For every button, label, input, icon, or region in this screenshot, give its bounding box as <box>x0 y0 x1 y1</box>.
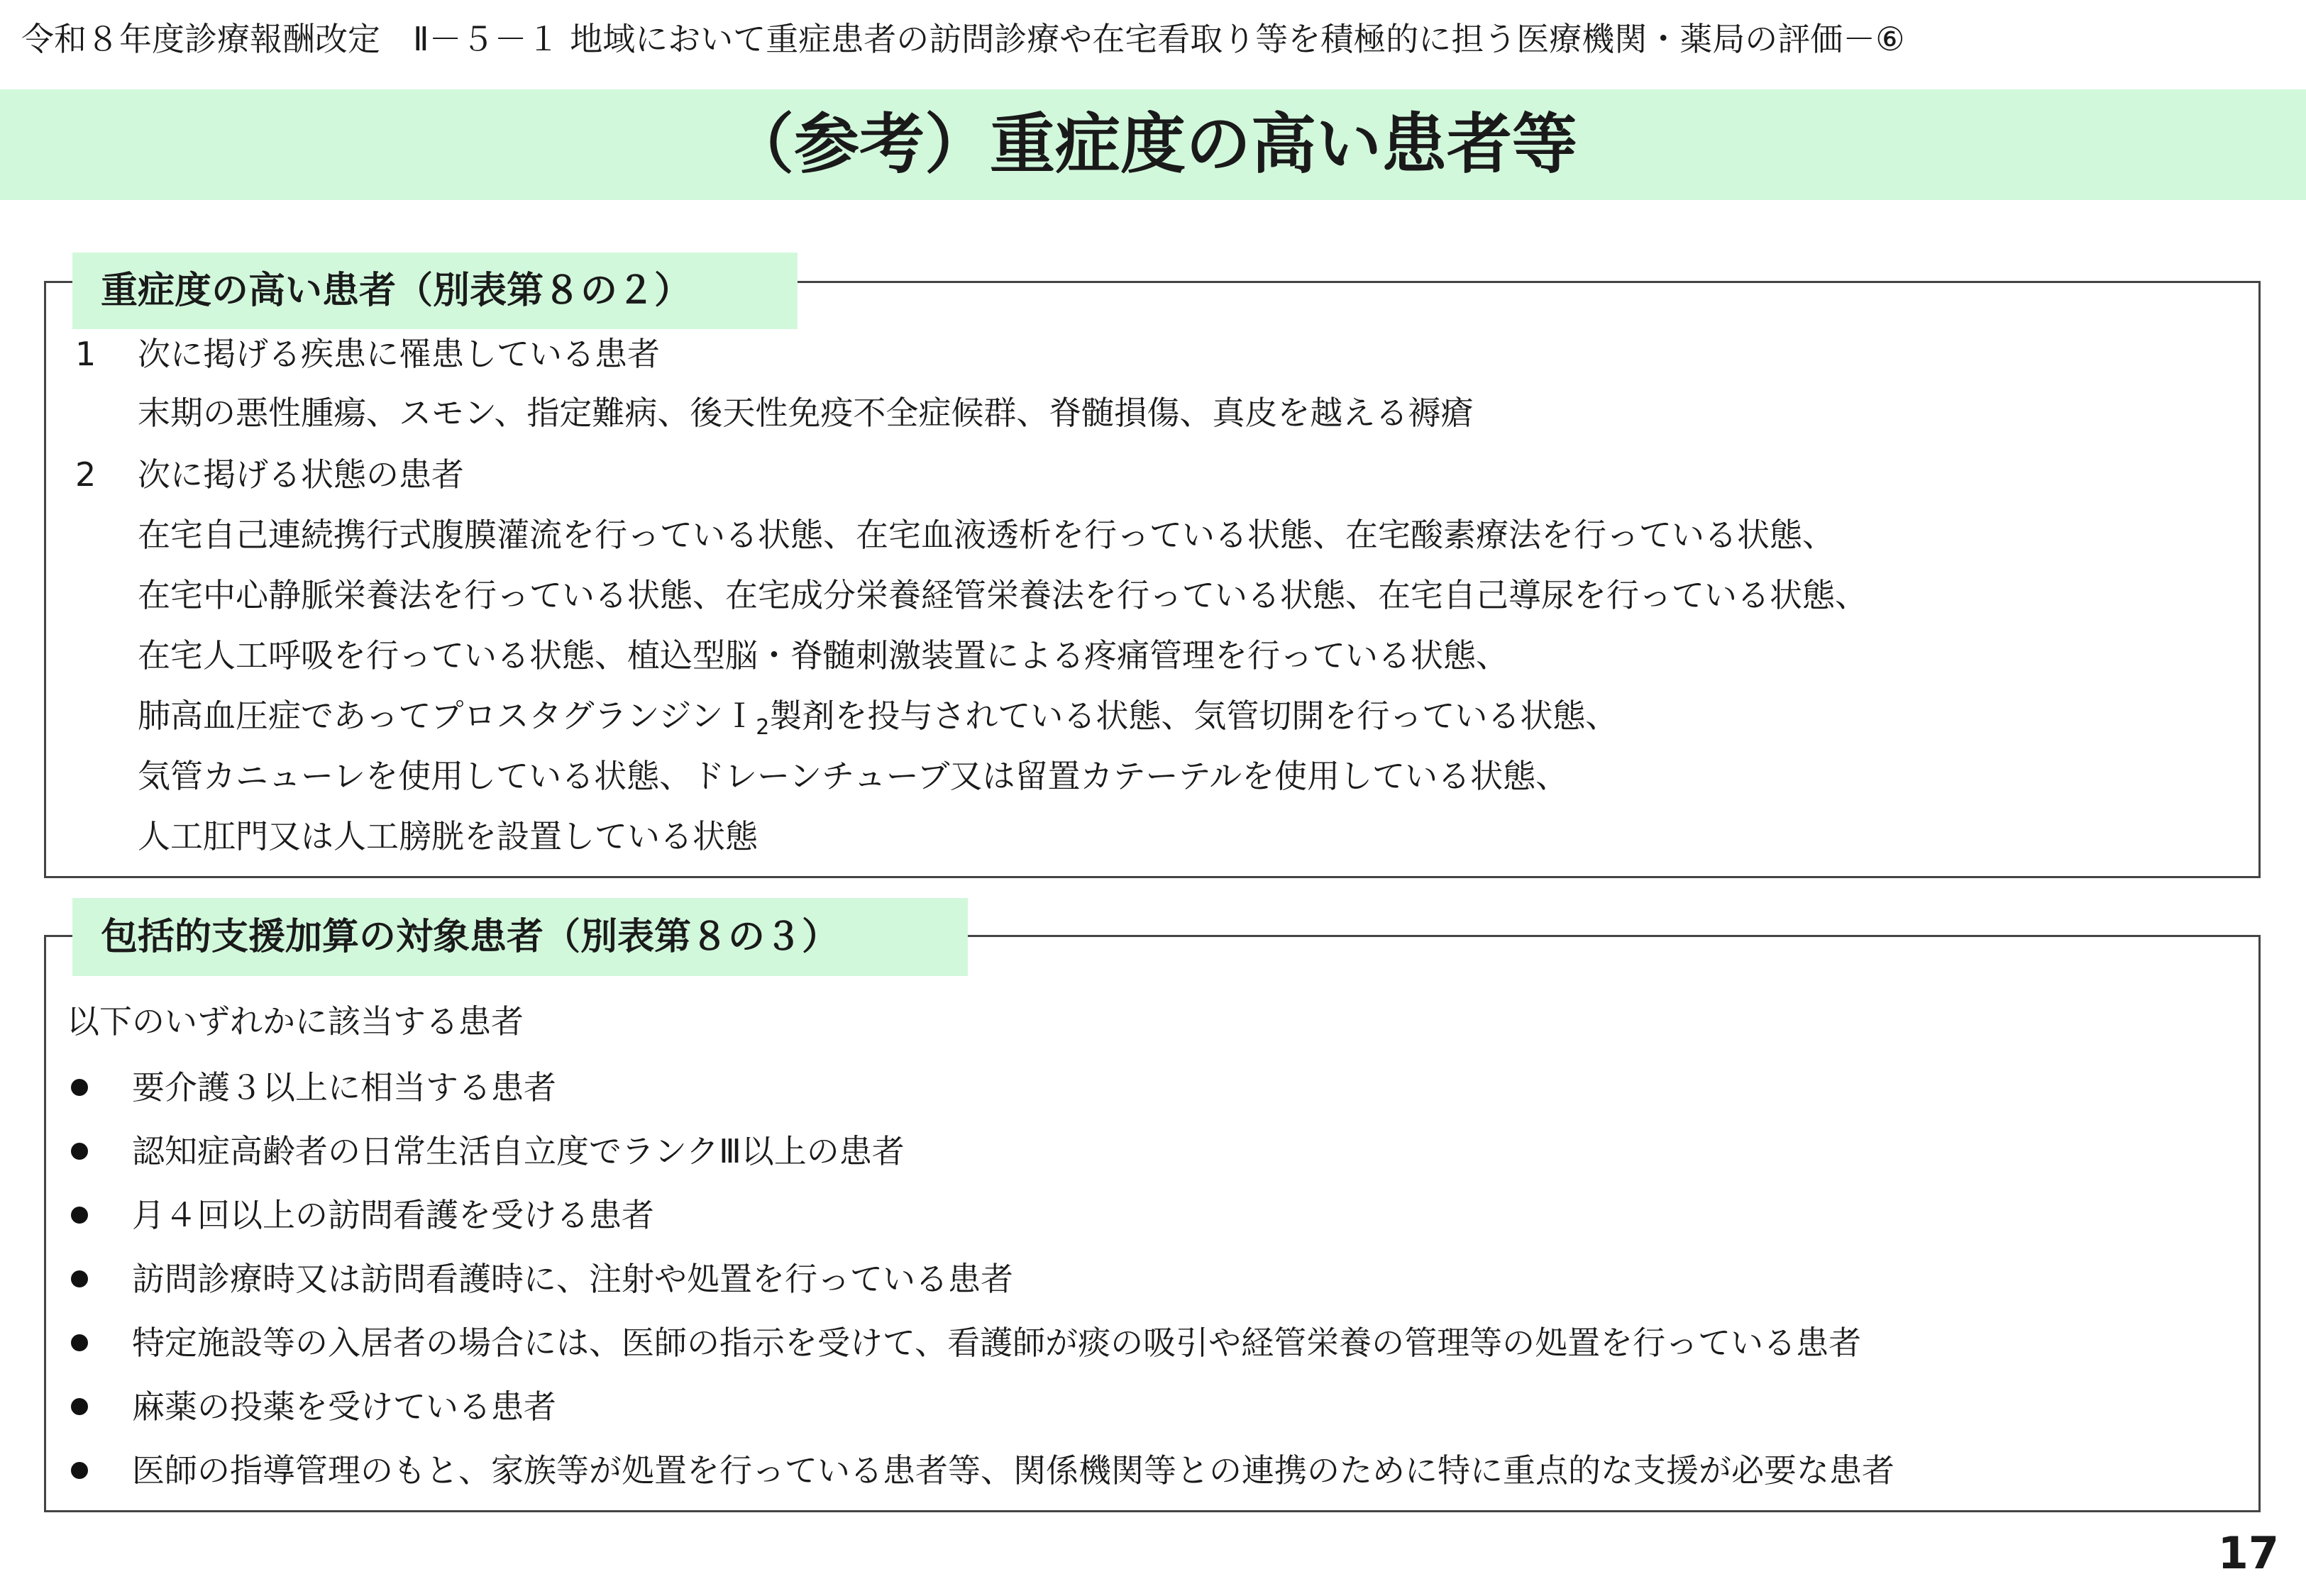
list-item: 特定施設等の入居者の場合には、医師の指示を受けて、看護師が痰の吸引や経管栄養の管理等の処置を行っている患者 <box>132 1324 1862 1362</box>
list-item: 認知症高齢者の日常生活自立度でランクⅢ以上の患者 <box>132 1132 905 1170</box>
item-2-line: 人工肛門又は人工膀胱を設置している状態 <box>138 817 758 855</box>
list-item: 要介護３以上に相当する患者 <box>132 1068 556 1107</box>
header-breadcrumb: 令和８年度診療報酬改定 Ⅱ－５－１ 地域において重症患者の訪問診療や在宅看取り等を積極的に担う医療機関・薬局の評価－⑥ <box>21 20 1905 58</box>
item-2-line: 在宅自己連続携行式腹膜灌流を行っている状態、在宅血液透析を行っている状態、在宅酸素療法を行っている状態、 <box>138 516 1835 554</box>
item-2-line4-after: 製剤を投与されている状態、気管切開を行っている状態、 <box>769 697 1618 735</box>
list-item: 医師の指導管理のもと、家族等が処置を行っている患者等、関係機関等との連携のために特に重点的な支援が必要な患者 <box>132 1451 1894 1490</box>
bullet-dot <box>71 1079 88 1096</box>
bullet-dot <box>71 1462 88 1479</box>
bullet-dot <box>71 1207 88 1224</box>
item-2-line: 在宅中心静脈栄養法を行っている状態、在宅成分栄養経管栄養法を行っている状態、在宅自己導尿を行っている状態、 <box>138 576 1868 614</box>
item-2-line4-subscript: 2 <box>756 715 770 740</box>
section-2-intro: 以下のいずれかに該当する患者 <box>67 1002 524 1041</box>
bullet-dot <box>71 1398 88 1415</box>
item-2-line4-before: 肺高血圧症であってプロスタグランジンＩ <box>138 697 756 735</box>
item-2-lead: 次に掲げる状態の患者 <box>138 455 464 494</box>
page-title: （参考）重症度の高い患者等 <box>728 106 1577 182</box>
item-1-lead: 次に掲げる疾患に罹患している患者 <box>138 335 660 373</box>
section-2-heading: 包括的支援加算の対象患者（別表第８の３） <box>72 898 968 976</box>
item-2-number: 2 <box>75 455 96 494</box>
section-1-heading: 重症度の高い患者（別表第８の２） <box>72 253 798 329</box>
page-number: 17 <box>2217 1527 2279 1579</box>
item-2-line: 気管カニューレを使用している状態、ドレーンチューブ又は留置カテーテルを使用している状態、 <box>138 757 1569 795</box>
list-item: 麻薬の投薬を受けている患者 <box>132 1387 556 1426</box>
bullet-dot <box>71 1143 88 1160</box>
bullet-dot <box>71 1270 88 1287</box>
item-2-line: 在宅人工呼吸を行っている状態、植込型脳・脊髄刺激装置による疼痛管理を行っている状態、 <box>138 636 1508 675</box>
list-item: 訪問診療時又は訪問看護時に、注射や処置を行っている患者 <box>132 1260 1013 1298</box>
bullet-dot <box>71 1334 88 1351</box>
item-1-detail: 末期の悪性腫瘍、スモン、指定難病、後天性免疫不全症候群、脊髄損傷、真皮を越える褥瘡 <box>138 394 1474 432</box>
item-2-line-prostaglandin <box>138 693 1618 750</box>
item-1-number: 1 <box>75 335 96 373</box>
list-item: 月４回以上の訪問看護を受ける患者 <box>132 1196 654 1234</box>
